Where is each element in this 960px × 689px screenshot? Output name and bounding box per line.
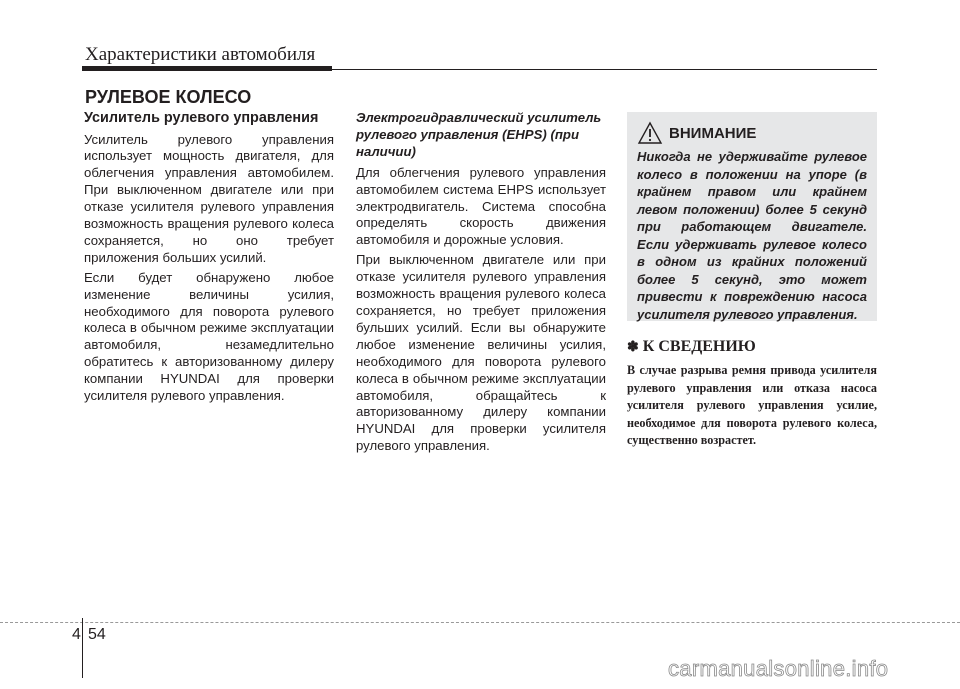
notice-text: В случае разрыва ремня привода усилителя рулевого управления или отказа насоса усилителя рулевого управления усилие, необходимое для поворота рулевого колеса, существенно возрастет. bbox=[627, 363, 877, 447]
warning-header bbox=[637, 121, 867, 145]
subheading-ehps: Электрогидравлический усилитель рулевого управления (EHPS) (при наличии) bbox=[356, 110, 602, 159]
asterisk-icon: ✽ bbox=[627, 339, 639, 355]
paragraph: Усилитель рулевого управления использует мощность двигателя, для облегчения управления автомобилем. При выключенном двигателе или при отказе усилителя рулевого управления возможность вращения рулевого колеса сохраняется, но оно требует приложения больших усилий. bbox=[84, 131, 334, 265]
footer-separator bbox=[82, 618, 83, 678]
chapter-number: 4 bbox=[72, 626, 81, 643]
page-number: 54 bbox=[88, 626, 106, 643]
header-rule-thick bbox=[82, 66, 332, 71]
paragraph: Для облегчения рулевого управления автомобилем система EHPS использует электродвигатель. Система способна определять скорость движения автомобиля и дорожные условия. bbox=[356, 164, 606, 248]
watermark: carmanualsonline.info bbox=[668, 656, 889, 681]
warning-text: Никогда не удерживайте рулевое колесо в положении на упоре (в крайнем правом или крайнем левом положении) более 5 секунд при работающем двигателе. Если удерживать рулевое колесо в одном из крайних положений более 5 секунд, это может привести к повреждению насоса усилителя рулевого управления. bbox=[637, 149, 867, 322]
header-title: Характеристики автомобиля bbox=[85, 44, 316, 65]
footer-divider bbox=[0, 622, 960, 623]
warning-triangle-icon bbox=[637, 121, 663, 145]
notice-block bbox=[627, 338, 877, 450]
warning-title: ВНИМАНИЕ bbox=[669, 124, 757, 142]
warning-box bbox=[627, 112, 877, 321]
paragraph: Если будет обнаружено любое изменение величины усилия, необходимого для поворота рулевого колеса в обычном режиме эксплуатации автомобиля, незамедлительно обратитесь к авторизованному дилеру компании HYUNDAI для проверки усилителя рулевого управления. bbox=[84, 269, 334, 404]
subheading-power-steering: Усилитель рулевого управления bbox=[84, 110, 319, 126]
column-middle bbox=[356, 110, 606, 458]
column-left bbox=[84, 110, 334, 408]
paragraph: При выключенном двигателе или при отказе усилителя рулевого управления возможность вращения рулевого колеса сохраняется, но требует приложения бульших усилий. Если вы обнаружите любое изменение величины усилия, необходимого для поворота рулевого колеса в обычном режиме эксплуатации автомобиля, обращайтесь к авторизованному дилеру компании HYUNDAI для проверки усилителя рулевого управления. bbox=[356, 252, 606, 454]
notice-title: К СВЕДЕНИЮ bbox=[642, 338, 756, 355]
section-title: РУЛЕВОЕ КОЛЕСО bbox=[85, 87, 252, 107]
header-rule-thin bbox=[332, 69, 877, 71]
notice-header bbox=[627, 338, 877, 356]
